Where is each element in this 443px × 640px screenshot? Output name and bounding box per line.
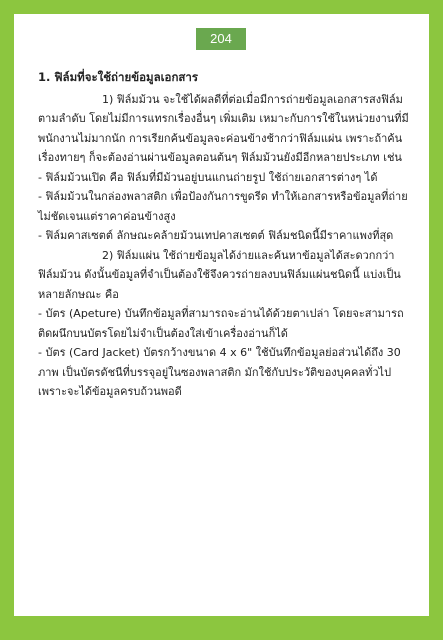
document-body xyxy=(38,68,410,402)
page-number: 204 xyxy=(196,28,246,50)
paragraph-card-jacket: - บัตร (Card Jacket) บัตรกว้างขนาด 4 x 6" ใช้บันทึกข้อมูลย่อส่วนได้ถึง 30 ภาพ เป็นบัตรดัชนีที่บรรจุอยู่ในซองพลาสติก มักใช้กับประวัติของบุคคลทั่วไป เพราะจะได้ข้อมูลครบถ้วนพอดี xyxy=(38,346,401,398)
paragraph-sheet-film: 2) ฟิล์มแผ่น ใช้ถ่ายข้อมูลได้ง่ายและค้นหาข้อมูลได้สะดวกกว่าฟิล์มม้วน ดังนั้นข้อมูลที่จำเป็นต้องใช้จึงควรถ่ายลงบนฟิล์มแผ่นชนิดนี้ แบ่งเป็นหลายลักษณะ คือ xyxy=(38,248,401,301)
section-heading: 1. ฟิล์มที่จะใช้ถ่ายข้อมูลเอกสาร xyxy=(38,70,199,84)
paragraph-roll-film: 1) ฟิล์มม้วน จะใช้ได้ผลดีที่ต่อเมื่อมีการถ่ายข้อมูลเอกสารสงฟิล์มตามลำดับ โดยไม่มีการแทรกเรื่องอื่นๆ เพิ่มเติม เหมาะกับการใช้ในหน่วยงานที่มีพนักงานไม่มากนัก การเรียกค้นข้อมูลจะค่อนข้างช้ากว่าฟิล์มแผ่น เพราะถ้าค้นเรื่องทายๆ ก็จะต้องอ่านผ่านข้อมูลตอนต้นๆ ฟิล์มม้วนยังมีอีกหลายประเภท เช่น xyxy=(38,92,409,164)
paragraph-plastic-box: - ฟิล์มม้วนในกล่องพลาสติก เพื่อป้องกันการขูดรีด ทำให้เอกสารหรือข้อมูลที่ถ่ายไม่ชัดเจนแต่ราคาค่อนข้างสูง xyxy=(38,190,408,223)
paragraph-open-roll: - ฟิล์มม้วนเปิด คือ ฟิล์มที่มีม้วนอยู่บนแกนถ่ายรูป ใช้ถ่ายเอกสารต่างๆ ได้ xyxy=(38,170,378,184)
paragraph-cassette: - ฟิล์มคาสเซตต์ ลักษณะคล้ายม้วนเทปคาสเซตต์ ฟิล์มชนิดนี้มีราคาแพงที่สุด xyxy=(38,229,394,242)
paragraph-aperture: - บัตร (Apeture) บันทึกข้อมูลที่สามารถจะอ่านได้ด้วยตาเปล่า โดยจะสามารถติดผนึกบนบัตรโดยไม่จำเป็นต้องใส่เข้าเครื่องอ่านก็ได้ xyxy=(38,307,404,340)
